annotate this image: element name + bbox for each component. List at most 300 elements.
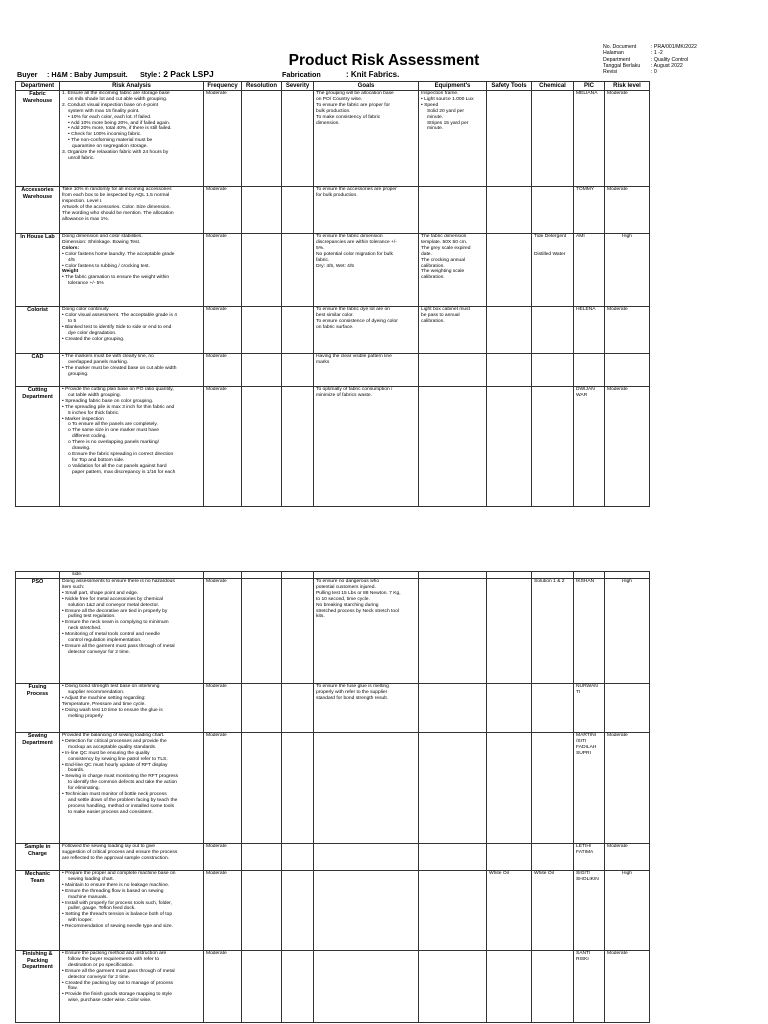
risk-level-cell: High — [605, 234, 650, 307]
text-line: be pass to annual — [421, 312, 460, 318]
text-line: for eliminating. — [68, 786, 100, 792]
column-header: PIC — [574, 82, 605, 91]
text-line: • Color fastens home laundry. The acceptable grade — [62, 251, 175, 257]
text-line: calibration. — [421, 275, 445, 281]
text-line: wise, purchase order wise. Color wise. — [68, 998, 152, 1004]
text-line: stretched process by Neck stretch tool — [316, 608, 399, 614]
text-line: To ensure the fuse glue is melting — [316, 684, 389, 689]
text-line: • Color fastens to rubbing / crocking test. — [62, 263, 150, 269]
text-line: • Color visual assessment. The acceptable grade is 4 — [62, 312, 177, 318]
text-line: The grouping will be allocation base — [316, 91, 394, 96]
doc-info-value: : August 2022 — [651, 62, 683, 69]
text-line: • End-line QC must hourly update of RFT display — [62, 762, 168, 768]
risk-analysis-cell — [60, 572, 204, 579]
chemical-item: Tide Detergent — [534, 234, 567, 239]
goals-cell — [314, 234, 419, 307]
safety-tools-cell — [487, 733, 532, 844]
text-line: consistency by sewing line patrol refer to TLS. — [68, 756, 168, 762]
pic-cell: SANTI RISKI — [574, 951, 605, 1023]
text-line: No breaking starching during — [316, 602, 379, 608]
text-line: and settle down of the problem facing by teach the — [68, 797, 178, 803]
text-line: • The fabric gramation to ensure the weight within — [62, 275, 170, 281]
text-line: potential customers injured. — [316, 584, 376, 590]
fabrication-value: : Knit Fabrics. — [346, 70, 400, 79]
text-line: • Ensure all the decorative are tied in properly by — [62, 608, 168, 614]
text-line: system with max 15 finality point. — [68, 108, 140, 114]
chemical-cell — [532, 187, 574, 234]
risk-analysis-cell — [60, 871, 204, 951]
department-cell: Colorist — [16, 307, 60, 354]
text-line: To ensure the fabric dimension — [316, 234, 383, 239]
text-line: Followed the sewing loading lay out to give — [62, 844, 155, 849]
text-line: The weighting scale — [421, 269, 465, 275]
risk-level-cell: Moderate — [605, 307, 650, 354]
pic-cell: MELIANA — [574, 91, 605, 187]
chemical-cell — [532, 733, 574, 844]
text-line: on mils shade lot and cut able width grouping. — [68, 96, 168, 102]
chemical-cell — [532, 234, 574, 307]
doc-info-key: Revisi — [603, 69, 618, 76]
text-line: • Nickle free for metal accessories by chemical — [62, 596, 163, 602]
text-line: To make consistency of fabric — [316, 114, 381, 120]
pic-cell: DWIJAN WAR — [574, 387, 605, 507]
text-line: flow. — [68, 986, 78, 992]
equipment-cell — [419, 187, 487, 234]
pic-cell: LETIH/ FATIMA — [574, 844, 605, 871]
style-value: : 2 Pack LSPJ — [158, 69, 214, 79]
buyer-value: : H&M : Baby Jumpsuit. — [47, 70, 128, 79]
text-line: solution 1&2 and conveyor metal detector. — [68, 602, 160, 608]
text-line: Take 10% in randomly for all incoming accessories — [62, 187, 172, 192]
text-line: • Doing bond strength test base on interlining — [62, 684, 160, 689]
department-cell: In House Lab — [16, 234, 60, 307]
text-line: • 10% for each color, each lot. If failed. — [68, 114, 152, 120]
frequency-cell: Moderate — [204, 354, 242, 387]
text-line: Doing assessments to ensure there is no hazardous — [62, 579, 175, 584]
text-line: To ensure the fabric are proper for — [316, 102, 390, 108]
table-row — [16, 951, 650, 1023]
text-line: • Provide the cutting plan base on PO ratio quantity, — [62, 387, 174, 392]
text-line: destination or po specification. — [68, 962, 134, 968]
text-line: for bulk production. — [316, 192, 358, 198]
column-header: Equipment's — [419, 82, 487, 91]
text-line: machine manuals. — [68, 894, 108, 900]
text-line: Doing dimension and color stabilities. — [62, 234, 143, 239]
text-line: minute. — [427, 114, 444, 120]
text-line: detector conveyor for 2 time. — [68, 649, 130, 655]
department-cell: Finishing & Packing Department — [16, 951, 60, 1023]
text-line: • Check for 100% incoming fabric. — [68, 132, 142, 138]
text-line: The fabric dimension — [421, 234, 467, 239]
severity-cell — [282, 354, 314, 387]
pic-cell: TOMMY — [574, 187, 605, 234]
chemical-cell — [532, 307, 574, 354]
text-line: calibration. — [421, 318, 445, 324]
text-line: • The spreading pile is max 3 inch for thin fabric and — [62, 404, 175, 410]
pic-cell: HELENA — [574, 307, 605, 354]
department-cell: Mechanic Team — [16, 871, 60, 951]
doc-info-key: Department — [603, 56, 631, 63]
text-line: item such: — [62, 584, 85, 590]
text-line: on fabric surface. — [316, 324, 354, 330]
safety-tools-cell — [487, 579, 532, 684]
risk-level-cell: Moderate — [605, 844, 650, 871]
equipment-cell — [419, 387, 487, 507]
doc-info-value: : Quality Control — [651, 56, 689, 63]
text-line: Artwork of the accessories. Color. Size dimension. — [62, 204, 171, 210]
text-line: properly with refer to the supplier — [316, 689, 388, 695]
risk-analysis-cell — [60, 234, 204, 307]
safety-tools-cell — [487, 684, 532, 733]
text-line: Solid 20 yard per — [427, 108, 464, 114]
pic-cell: MARTINI /SITI FADILAH SUPRI — [574, 733, 605, 844]
frequency-cell: Moderate — [204, 951, 242, 1023]
text-line: • The markers must be with clearly line, no — [62, 354, 154, 359]
text-line: To ensure the accessories are proper — [316, 187, 397, 192]
resolution-cell — [242, 684, 282, 733]
text-line: The wording who should be mention. The allocation — [62, 210, 174, 216]
text-line: Provided the balancing of sewing loading chart. — [62, 733, 165, 738]
chemical-cell — [532, 579, 574, 684]
text-line: • Adjust the machine setting regarding: — [62, 695, 146, 701]
risk-analysis-cell — [60, 307, 204, 354]
text-line: • Prepare the proper and complete machine base on — [62, 871, 176, 876]
goals-cell — [314, 91, 419, 187]
text-line: • Add 20% more, total 40%, if there is still failed. — [68, 126, 172, 132]
text-line: • Maintain to ensure there is no leakage machine. — [62, 882, 170, 888]
risk-level-cell: Moderate — [605, 387, 650, 507]
severity-cell — [282, 733, 314, 844]
text-line: sewing loading chart. — [68, 876, 114, 882]
text-line: fabric. — [316, 257, 330, 263]
text-line: To optimally of fabric consumption / — [316, 387, 393, 392]
text-line: control regulation implementation. — [68, 638, 142, 644]
safety-tools-cell — [487, 187, 532, 234]
text-line: to 5 — [68, 318, 77, 324]
buyer-label: Buyer — [17, 70, 38, 79]
text-line: • Speed — [421, 102, 439, 108]
text-line: follow the buyer requirements with refer to — [68, 956, 160, 962]
equipment-cell — [419, 91, 487, 187]
resolution-cell — [242, 187, 282, 234]
risk-level-cell: High — [605, 871, 650, 951]
text-line: suggestion of critical process and ensure the process — [62, 849, 178, 855]
safety-tools-cell — [487, 387, 532, 507]
department-cell: Cutting Department — [16, 387, 60, 507]
frequency-cell: Moderate — [204, 387, 242, 507]
column-header: Frequency — [204, 82, 242, 91]
department-cell: PSO — [16, 579, 60, 684]
table-row — [16, 579, 650, 684]
text-line: • Setting the thread's tension is balance both of top — [62, 912, 173, 918]
text-line: to identify the common defects and take the action — [68, 780, 178, 786]
frequency-cell — [204, 572, 242, 579]
frequency-cell: Moderate — [204, 234, 242, 307]
text-line: standard for bond strength result. — [316, 695, 389, 701]
risk-analysis-cell — [60, 733, 204, 844]
department-cell: Fusing Process — [16, 684, 60, 733]
table-row — [16, 844, 650, 871]
safety-tools-cell — [487, 354, 532, 387]
text-line: to 10 second, time cycle. — [316, 596, 370, 602]
table-row — [16, 572, 650, 579]
severity-cell — [282, 387, 314, 507]
text-line: kits. — [316, 614, 325, 620]
text-line: template. 50X 50 cm. — [421, 239, 468, 245]
goals-cell — [314, 871, 419, 951]
goals-cell — [314, 951, 419, 1023]
text-line: 3. Organize the relaxation fabric with 24 hours by — [62, 150, 169, 156]
resolution-cell — [242, 91, 282, 187]
equipment-cell — [419, 307, 487, 354]
text-line: best similar color. — [316, 312, 354, 318]
text-line: • Sewing in charge must monitoring the RFT progress — [62, 774, 179, 780]
text-line: with looper. — [68, 918, 93, 924]
text-line: for Top and bottom side. — [72, 457, 125, 463]
table-row — [16, 91, 650, 187]
text-line: To ensure no dangerous who — [316, 579, 380, 584]
text-line: process handling, method or installed some tools — [68, 803, 175, 809]
text-line: • Install with properly for process tools such, folder, — [62, 900, 172, 906]
text-line: • Add 10% more being 20%, and if failed again. — [68, 120, 171, 126]
safety-tools-cell: White Oil — [487, 871, 532, 951]
text-line: • Doing wash test 10 time to ensure the glue is — [62, 707, 163, 713]
text-line: • Provide the finish goods storage mapping to style — [62, 992, 172, 998]
style-label: Style — [140, 70, 158, 79]
doc-info-value: : PRA/001/MK/2022 — [651, 44, 697, 50]
equipment-cell — [419, 572, 487, 579]
text-line: • Light source 1.000 Lux — [421, 96, 474, 102]
doc-info-key: No. Document — [603, 44, 637, 50]
text-line: The crocking annual — [421, 257, 466, 263]
chemical-item: White Oil — [534, 871, 554, 876]
text-line: Colors: — [62, 245, 80, 251]
text-line: 5 inches for thick fabric. — [68, 410, 120, 416]
equipment-cell — [419, 579, 487, 684]
text-line: 1. Ensure all the incoming fabric are storage base — [62, 91, 170, 96]
resolution-cell — [242, 572, 282, 579]
table-row — [16, 871, 650, 951]
department-cell: Sewing Department — [16, 733, 60, 844]
doc-info-key: Halaman — [603, 50, 624, 57]
pic-cell: NURWAN TI — [574, 684, 605, 733]
resolution-cell — [242, 387, 282, 507]
column-header: Goals — [314, 82, 419, 91]
department-cell: Fabric Warehouse — [16, 91, 60, 187]
risk-analysis-cell — [60, 187, 204, 234]
text-line: The grey scale expired — [421, 245, 471, 251]
text-line: To ensure the fabric dye lot are on — [316, 307, 390, 312]
resolution-cell — [242, 579, 282, 684]
column-header: Severity — [282, 82, 314, 91]
table-row — [16, 387, 650, 507]
resolution-cell — [242, 951, 282, 1023]
goals-cell — [314, 684, 419, 733]
text-line: 2. Conduct visual inspection base on 4-point — [62, 102, 158, 108]
text-line: mockup as acceptable quality standards. — [68, 744, 157, 750]
text-line: Having the clear visible pattern line — [316, 354, 392, 359]
equipment-cell — [419, 234, 487, 307]
text-line: minute. — [427, 126, 444, 132]
equipment-cell — [419, 871, 487, 951]
pic-cell — [574, 354, 605, 387]
text-line: pulling test regulation. — [68, 614, 116, 620]
resolution-cell — [242, 234, 282, 307]
pic-cell: IKSHAN — [574, 579, 605, 684]
table-row — [16, 307, 650, 354]
resolution-cell — [242, 307, 282, 354]
risk-analysis-cell — [60, 684, 204, 733]
text-line: Light box cabinet must — [421, 307, 470, 312]
pic-cell: SIGIT/ SHOLIKIN — [574, 871, 605, 951]
text-line: allowance is max 1%. — [62, 216, 110, 222]
text-line: Inspection frame. — [421, 91, 459, 96]
text-line: discrepancies are within tolerance +/- — [316, 239, 397, 245]
text-line: • Spreading fabric base on color grouping. — [62, 398, 154, 404]
safety-tools-cell — [487, 572, 532, 579]
text-line: o There is no overlapping panels marking/ — [68, 440, 159, 446]
text-line: • The non-conforming material must be — [68, 138, 153, 144]
text-line: bulk production. — [316, 108, 351, 114]
goals-cell — [314, 572, 419, 579]
pic-cell: AMI — [574, 234, 605, 307]
column-header: Risk Analysis — [60, 82, 204, 91]
text-line: from each box to be inspected by AQL 1.5 normal — [62, 192, 170, 198]
text-line: • Recommendation of sewing needle type and size. — [62, 924, 174, 930]
chemical-cell — [532, 871, 574, 951]
risk-analysis-cell — [60, 91, 204, 187]
equipment-cell — [419, 354, 487, 387]
text-line: neck stretched. — [68, 626, 102, 632]
frequency-cell: Moderate — [204, 579, 242, 684]
chemical-cell — [532, 572, 574, 579]
text-line: minimize of fabrics waste. — [316, 392, 372, 398]
frequency-cell: Moderate — [204, 844, 242, 871]
text-line: inspection. Level I. — [62, 198, 103, 204]
text-line: cut table width grouping. — [68, 392, 122, 398]
doc-info-value: : 0 — [651, 69, 657, 76]
text-line: • Monitoring of metal tools control and needle — [62, 632, 160, 638]
page-title: Product Risk Assessment — [288, 52, 480, 69]
frequency-cell: Moderate — [204, 733, 242, 844]
text-line: • Blanked test to identify Side to side or end to end — [62, 324, 172, 330]
risk-level-cell — [605, 354, 650, 387]
text-line: 4/5 — [68, 257, 75, 263]
goals-cell — [314, 187, 419, 234]
risk-level-cell: Moderate — [605, 91, 650, 187]
text-line: date. — [421, 251, 432, 257]
text-line: overlapped panels marking. — [68, 359, 129, 365]
risk-analysis-cell — [60, 354, 204, 387]
department-cell: CAD — [16, 354, 60, 387]
safety-tools-cell — [487, 844, 532, 871]
table-row — [16, 354, 650, 387]
risk-analysis-cell — [60, 951, 204, 1023]
equipment-cell — [419, 844, 487, 871]
frequency-cell: Moderate — [204, 871, 242, 951]
doc-info-key: Tanggal Berlaku — [603, 62, 641, 69]
column-header: Department — [16, 82, 60, 91]
equipment-cell — [419, 684, 487, 733]
frequency-cell: Moderate — [204, 91, 242, 187]
severity-cell — [282, 684, 314, 733]
text-line: • Created the packing lay out to manage of process — [62, 980, 174, 986]
text-line: different coding. — [72, 434, 107, 440]
chemical-item: Distilled Water — [534, 251, 566, 257]
risk-level-cell: Moderate — [605, 951, 650, 1023]
text-line: • Marker inspection — [62, 416, 104, 422]
chemical-cell — [532, 91, 574, 187]
doc-info-row — [603, 69, 697, 75]
department-cell — [16, 572, 60, 579]
pic-cell — [574, 572, 605, 579]
text-line: marks — [316, 359, 330, 365]
safety-tools-cell — [487, 307, 532, 354]
severity-cell — [282, 234, 314, 307]
text-line: No potential color migration for bulk — [316, 251, 393, 257]
severity-cell — [282, 951, 314, 1023]
equipment-cell — [419, 733, 487, 844]
risk-analysis-cell — [60, 844, 204, 871]
chemical-cell — [532, 684, 574, 733]
severity-cell — [282, 579, 314, 684]
risk-level-cell: Moderate — [605, 733, 650, 844]
text-line: • Detection for critical processes and provide the — [62, 738, 167, 744]
text-line: • Ensure the packing method and instruction are — [62, 951, 167, 956]
department-cell: Sample in Charge — [16, 844, 60, 871]
text-line: Doing color continuity — [62, 307, 109, 312]
severity-cell — [282, 844, 314, 871]
text-line: • Small part, shape point and edge. — [62, 590, 139, 596]
chemical-cell — [532, 354, 574, 387]
goals-cell — [314, 354, 419, 387]
text-line: dimension. — [316, 120, 340, 126]
text-line: • In-line QC must be ensuring the quality — [62, 750, 150, 756]
text-line: boards. — [68, 768, 85, 774]
table-row — [16, 187, 650, 234]
risk-analysis-cell — [60, 387, 204, 507]
resolution-cell — [242, 733, 282, 844]
severity-cell — [282, 572, 314, 579]
risk-level-cell: High — [605, 579, 650, 684]
table-row — [16, 684, 650, 733]
text-line: o To ensure all the panels are completely. — [68, 422, 158, 428]
text-line: unroll fabric. — [68, 155, 95, 161]
text-line: paper pattern, max discrepancy is 1/16 for each — [72, 469, 176, 475]
text-line: To ensure consistence of dyeing color — [316, 318, 398, 324]
risk-level-cell — [605, 684, 650, 733]
text-line: Temperature, Pressure and time cycle. — [62, 701, 146, 707]
text-line: o The same size in one marker must have — [68, 428, 159, 434]
text-line: tolerance +/- 5% — [68, 281, 104, 287]
goals-cell — [314, 579, 419, 684]
safety-tools-cell — [487, 234, 532, 307]
text-line: puller, gauge. Teflon feed dock. — [68, 906, 136, 912]
text-line: • Technician must monitor of bottle neck process — [62, 792, 167, 798]
text-line: o Validation for all the cut panels against hard — [68, 463, 167, 469]
column-header: Safety Tools — [487, 82, 532, 91]
text-line: melting properly — [68, 713, 103, 719]
text-line: Dry: 4/5, Wet: 4/5 — [316, 263, 354, 269]
goals-cell — [314, 307, 419, 354]
column-header: Risk level — [605, 82, 650, 91]
resolution-cell — [242, 871, 282, 951]
text-line: Dimension: Shrinkage. Bowing Test. — [62, 239, 141, 245]
text-line: dye color degradation. — [68, 330, 117, 336]
fabrication-label: Fabrication — [282, 70, 321, 79]
department-cell: Accessories Warehouse — [16, 187, 60, 234]
text-line: Pulling test 15 Lbs or 88 Newton. 7 Kg, — [316, 590, 401, 596]
